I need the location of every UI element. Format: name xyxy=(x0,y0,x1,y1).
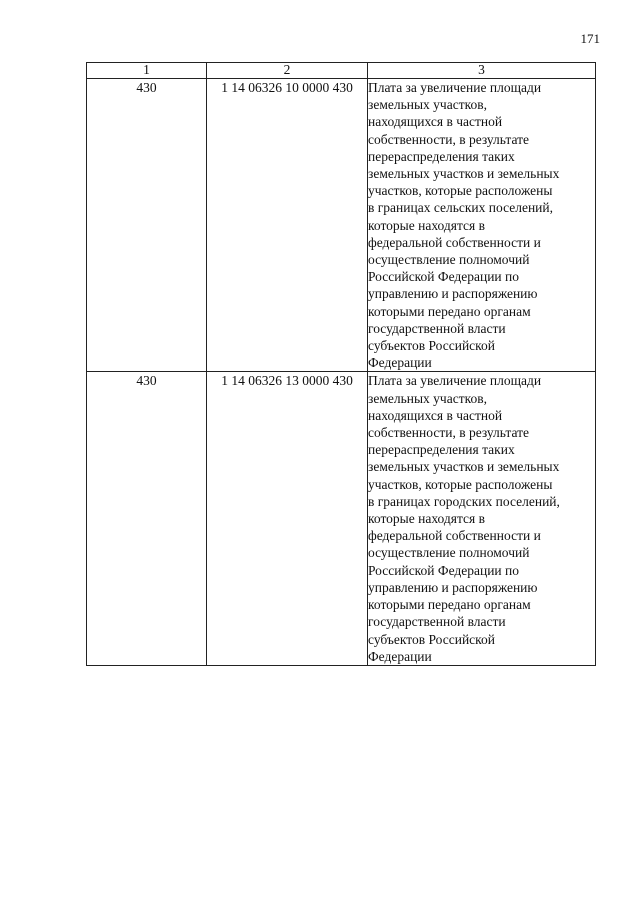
budget-code-cell: 1 14 06326 13 0000 430 xyxy=(207,372,368,665)
budget-code-cell: 1 14 06326 10 0000 430 xyxy=(207,79,368,372)
column-header-3: 3 xyxy=(368,63,596,79)
column-header-2: 2 xyxy=(207,63,368,79)
row-number-cell: 430 xyxy=(87,79,207,372)
table-header-row xyxy=(87,63,596,79)
description-cell: Плата за увеличение площади земельных участков, находящихся в частной собственности, в результате перераспределения таких земельных участков и земельных участков, которые расположены в границах сельских поселений, которые находятся в федеральной собственности и осуществление полномочий Российской Федерации по управлению и распоряжению которыми передано органам государственной власти субъектов Российской Федерации xyxy=(368,79,596,372)
row-number-cell: 430 xyxy=(87,372,207,665)
table-row xyxy=(87,372,596,665)
description-cell: Плата за увеличение площади земельных участков, находящихся в частной собственности, в результате перераспределения таких земельных участков и земельных участков, которые расположены в границах городских поселений, которые находятся в федеральной собственности и осуществление полномочий Российской Федерации по управлению и распоряжению которыми передано органам государственной власти субъектов Российской Федерации xyxy=(368,372,596,665)
column-header-1: 1 xyxy=(87,63,207,79)
table-row xyxy=(87,79,596,372)
page-number: 171 xyxy=(580,31,600,46)
document-table xyxy=(86,62,596,666)
